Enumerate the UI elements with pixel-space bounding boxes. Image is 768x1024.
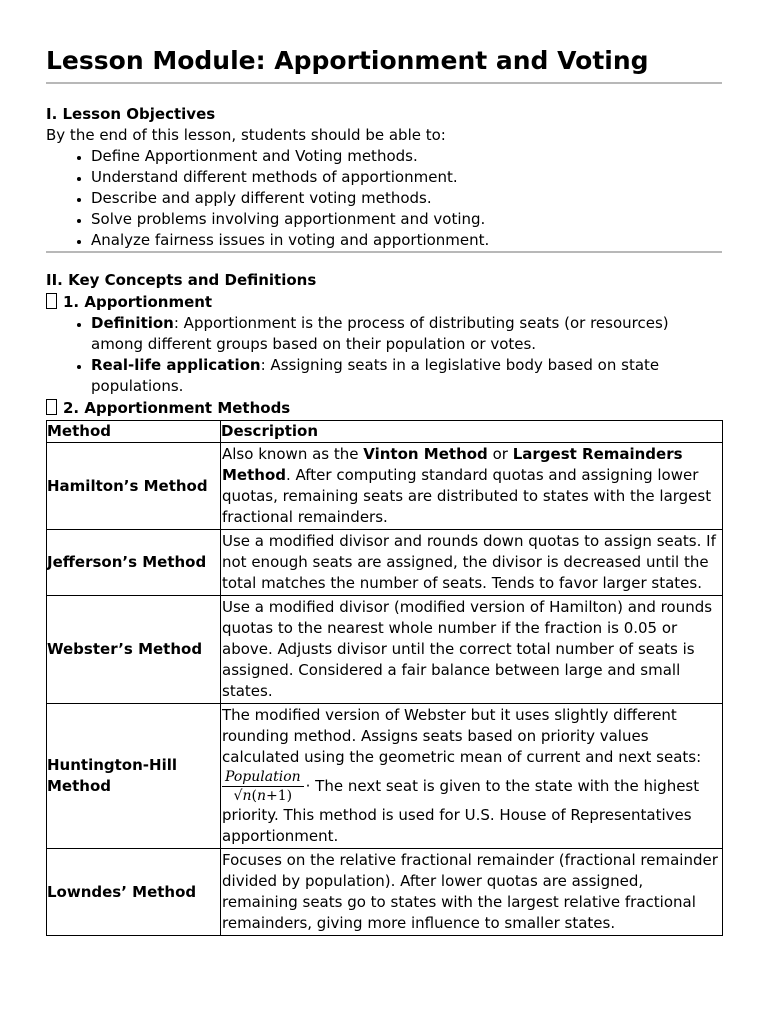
page-title: Lesson Module: Apportionment and Voting	[46, 46, 649, 75]
method-name: Jefferson’s Method	[47, 530, 221, 596]
formula-var: n	[242, 788, 252, 804]
method-description	[221, 443, 723, 530]
application-item	[91, 355, 722, 397]
formula-denominator	[222, 787, 304, 805]
method-description	[221, 704, 723, 849]
method-name: Lowndes’ Method	[47, 849, 221, 936]
objective-item: • Describe and apply different voting methods.	[91, 188, 722, 209]
formula-var: n	[256, 788, 266, 804]
header-description: Description	[221, 421, 723, 443]
table-row	[47, 596, 723, 704]
objective-item: • Solve problems involving apportionment and voting.	[91, 209, 722, 230]
sqrt-symbol: √	[233, 788, 243, 804]
methods-subheading	[46, 397, 722, 419]
definition-item	[91, 313, 722, 355]
formula-numerator: Population	[222, 768, 304, 787]
placeholder-glyph-icon	[46, 399, 57, 415]
apportionment-subheading-text: 1. Apportionment	[63, 293, 213, 311]
method-name: Webster’s Method	[47, 596, 221, 704]
objective-item: • Understand different methods of apportionment.	[91, 167, 722, 188]
method-description: Focuses on the relative fractional remainder (fractional remainder divided by population). After lower quotas are assigned, remaining seats go to states with the largest relative fractional remainders, giving more influence to smaller states.	[221, 849, 723, 936]
table-header-row	[47, 421, 723, 443]
desc-text: The modified version of Webster but it uses slightly different rounding method. Assigns seats based on priority values calculated using the geometric mean of current and next seats:	[222, 706, 702, 766]
apportionment-subheading	[46, 291, 722, 313]
method-description: Use a modified divisor (modified version of Hamilton) and rounds quotas to the nearest whole number if the fraction is 0.05 or above. Adjusts divisor until the correct total number of seats is assigned. Considered a fair balance between large and small states.	[221, 596, 723, 704]
desc-text: . After computing standard quotas and assigning lower quotas, remaining seats are distributed to states with the largest fractional remainders.	[222, 466, 712, 526]
definition-text: : Apportionment is the process of distributing seats (or resources) among different groups based on their population or votes.	[91, 314, 669, 353]
application-text: : Assigning seats in a legislative body based on state populations.	[91, 356, 660, 395]
title-divider	[46, 82, 722, 84]
priority-formula	[222, 768, 304, 805]
formula-paren: (	[251, 788, 257, 804]
method-description: Use a modified divisor and rounds down quotas to assign seats. If not enough seats are assigned, the divisor is decreased until the total matches the number of seats. Tends to favor larger states.	[221, 530, 723, 596]
definition-term: Definition	[91, 314, 174, 332]
table-row	[47, 849, 723, 936]
objectives-heading: I. Lesson Objectives	[46, 105, 216, 123]
table-row	[47, 443, 723, 530]
desc-bold: Largest Remainders Method	[222, 445, 683, 484]
apportionment-list	[46, 313, 722, 397]
methods-subheading-text: 2. Apportionment Methods	[63, 399, 291, 417]
methods-table	[46, 420, 723, 936]
formula-plus: +1)	[265, 788, 293, 804]
concepts-heading: II. Key Concepts and Definitions	[46, 271, 317, 289]
desc-text: or	[487, 445, 513, 463]
desc-bold: Vinton Method	[363, 445, 488, 463]
objectives-intro: By the end of this lesson, students should be able to:	[46, 126, 446, 144]
table-row	[47, 704, 723, 849]
objective-item: • Analyze fairness issues in voting and apportionment.	[91, 230, 722, 251]
desc-text: · The next seat is given to the state with the highest priority. This method is used for U.S. House of Representatives apportionment.	[222, 777, 700, 845]
application-term: Real-life application	[91, 356, 261, 374]
header-method: Method	[47, 421, 221, 443]
objective-item: • Define Apportionment and Voting methods.	[91, 146, 722, 167]
section-divider	[46, 251, 722, 253]
table-row	[47, 530, 723, 596]
method-name: Hamilton’s Method	[47, 443, 221, 530]
desc-text: Also known as the	[222, 445, 364, 463]
objectives-list	[46, 146, 722, 251]
method-name: Huntington-Hill Method	[47, 704, 221, 849]
placeholder-glyph-icon	[46, 293, 57, 309]
